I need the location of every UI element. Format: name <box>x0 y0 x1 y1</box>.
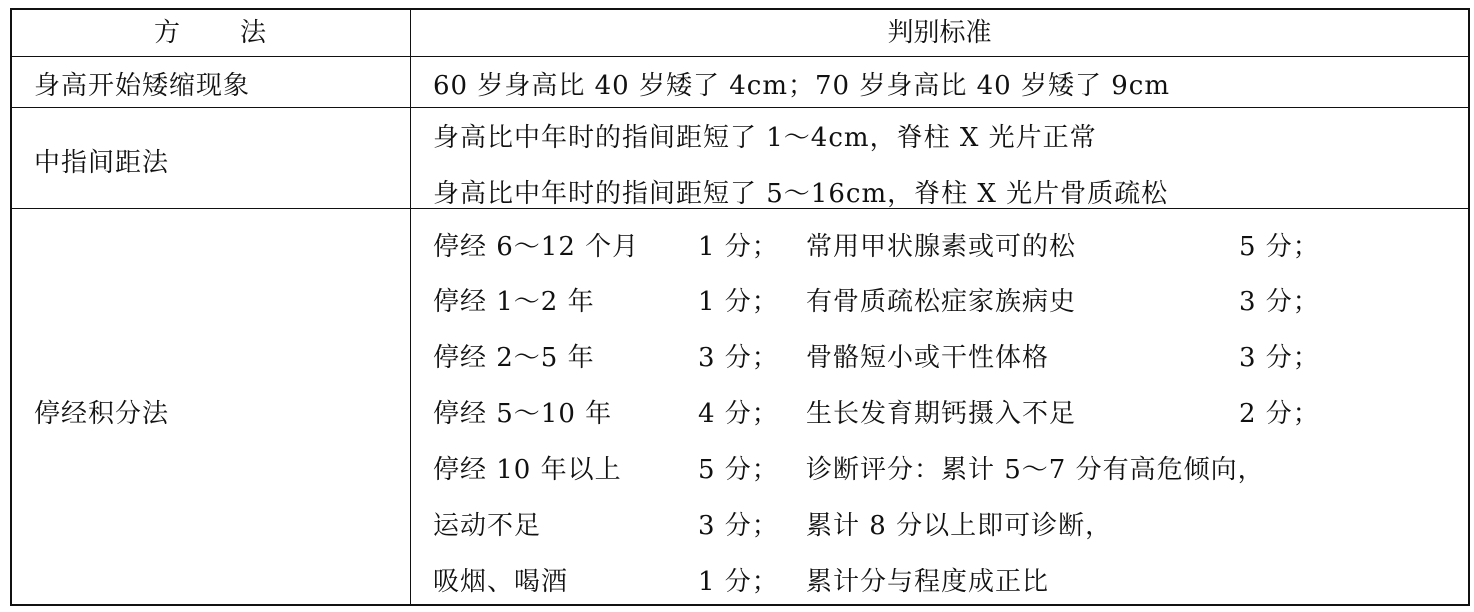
score-item: 吸烟、喝酒 <box>433 567 569 597</box>
score-item: 停经 5～10 年 <box>433 399 613 429</box>
score-points-secondary: 3 分； <box>1239 343 1320 373</box>
score-item: 停经 6～12 个月 <box>433 232 640 262</box>
method-finger-span: 中指间距法 <box>34 148 170 178</box>
score-item-secondary: 生长发育期钙摄入不足 <box>806 399 1077 429</box>
score-points: 1 分； <box>698 232 779 262</box>
score-item: 停经 1～2 年 <box>433 287 595 317</box>
criteria-finger-span-osteoporosis: 身高比中年时的指间距短了 5～16cm，脊柱 X 光片骨质疏松 <box>433 179 1169 209</box>
score-item: 停经 2～5 年 <box>433 343 595 373</box>
row-divider <box>12 107 1468 108</box>
score-points-secondary: 2 分； <box>1239 399 1320 429</box>
score-points-secondary: 5 分； <box>1239 232 1320 262</box>
criteria-height-shrink: 60 岁身高比 40 岁矮了 4cm；70 岁身高比 40 岁矮了 9cm <box>433 71 1170 101</box>
score-item-secondary: 累计分与程度成正比 <box>806 567 1050 597</box>
score-points: 1 分； <box>698 567 779 597</box>
method-height-shrink: 身高开始矮缩现象 <box>34 71 251 101</box>
method-menopause-score: 停经积分法 <box>34 399 170 429</box>
score-item-secondary: 常用甲状腺素或可的松 <box>806 232 1077 262</box>
score-points: 3 分； <box>698 343 779 373</box>
header-method-char2: 法 <box>240 18 269 48</box>
score-item-secondary: 有骨质疏松症家族病史 <box>806 287 1077 317</box>
score-item-secondary: 累计 8 分以上即可诊断， <box>806 511 1113 541</box>
score-points: 5 分； <box>698 455 779 485</box>
criteria-table <box>10 8 1470 606</box>
score-points-secondary: 3 分； <box>1239 287 1320 317</box>
score-item-secondary: 诊断评分：累计 5～7 分有高危倾向， <box>806 455 1265 485</box>
header-method-char1: 方 <box>153 18 182 48</box>
header-criteria: 判别标准 <box>887 18 992 48</box>
row-divider <box>12 56 1468 57</box>
score-points: 3 分； <box>698 511 779 541</box>
column-divider <box>410 10 411 604</box>
score-item: 停经 10 年以上 <box>433 455 622 485</box>
criteria-finger-span-normal: 身高比中年时的指间距短了 1～4cm，脊柱 X 光片正常 <box>433 123 1097 153</box>
score-item: 运动不足 <box>433 511 542 541</box>
header-method <box>12 10 410 56</box>
score-points: 4 分； <box>698 399 779 429</box>
score-points: 1 分； <box>698 287 779 317</box>
score-item-secondary: 骨骼短小或干性体格 <box>806 343 1050 373</box>
